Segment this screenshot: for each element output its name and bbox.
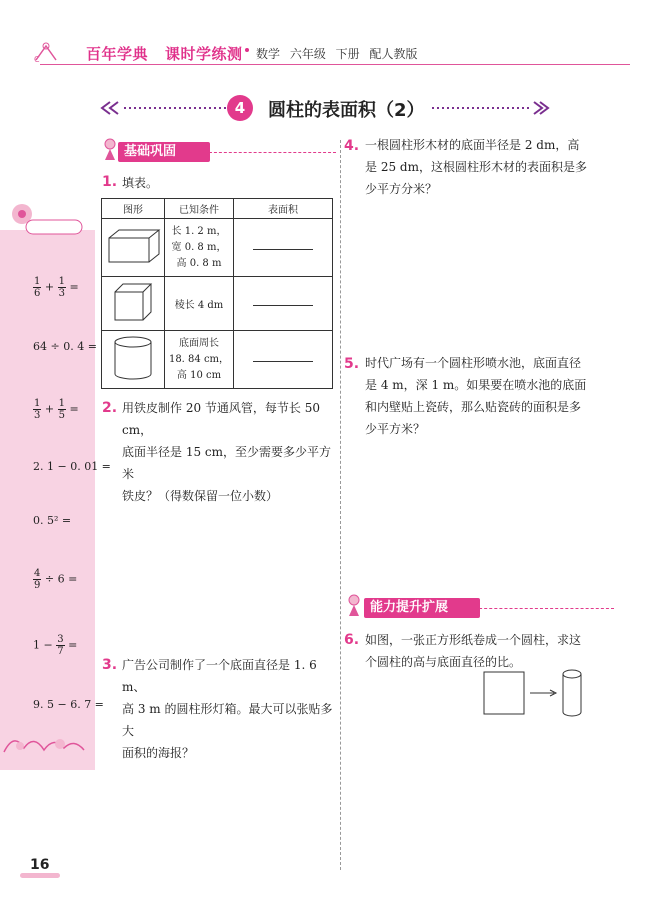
calc-item: 1 − $\frac{3}{7}$ =	[33, 634, 78, 657]
question-6-text: 如图，一张正方形纸卷成一个圆柱，求这 个圆柱的高与底面直径的比。	[365, 633, 582, 669]
cylinder-icon	[111, 334, 155, 382]
question-2-text: 用铁皮制作 20 节通风管，每节长 50 cm， 底面半径是 15 cm，至少需要多少平方米 铁皮？（得数保留一位小数）	[122, 401, 331, 503]
question-4-text: 一根圆柱形木材的底面半径是 2 dm，高 是 25 dm，这根圆柱形木材的表面积是多 少平方分米？	[365, 138, 587, 196]
cuboid-icon	[105, 226, 161, 266]
section-advanced: 能力提升扩展	[364, 598, 480, 618]
header-rule	[40, 64, 630, 65]
calc-item: 0. 5² =	[33, 514, 72, 527]
question-5-number: 5.	[344, 356, 360, 372]
table-header: 表面积	[234, 199, 333, 219]
section-advanced-rule	[474, 608, 614, 609]
sidebar-swirl-icon	[0, 728, 95, 758]
sidebar-flower-icon	[8, 200, 88, 240]
answer-blank[interactable]	[234, 219, 333, 277]
calc-item: $\frac{1}{6}$ + $\frac{1}{3}$ =	[34, 276, 79, 299]
section-basic: 基础巩固	[118, 142, 210, 162]
header-decoration-icon	[32, 40, 82, 64]
table-header: 图形	[102, 199, 165, 219]
cuboid-figure	[102, 219, 165, 277]
section-basic-rule	[204, 152, 336, 153]
page-title: 圆柱的表面积（2）	[268, 100, 425, 121]
svg-text:C: C	[34, 55, 40, 64]
square-to-cylinder-figure	[480, 666, 590, 722]
title-left-arrows-icon	[100, 100, 230, 116]
question-4-number: 4.	[344, 138, 360, 154]
question-1-text: 填表。	[122, 176, 159, 190]
question-2-number: 2.	[102, 400, 118, 416]
question-1-number: 1.	[102, 174, 118, 190]
fill-table	[101, 198, 333, 389]
page-number-bar	[20, 873, 60, 878]
question-6-number: 6.	[344, 632, 360, 648]
calc-item: 64 ÷ 0. 4 =	[33, 340, 97, 353]
table-row: 底面周长 18. 84 cm， 高 10 cm	[102, 331, 333, 389]
series-name: 课时学练测	[165, 45, 243, 63]
cube-icon	[111, 280, 155, 324]
table-row: 长 1. 2 m， 宽 0. 8 m， 高 0. 8 m	[102, 219, 333, 277]
question-3-text: 广告公司制作了一个底面直径是 1. 6 m、 高 3 m 的圆柱形灯箱。最大可以张贴多大 面积的海报？	[122, 658, 333, 760]
girl-mascot-icon	[102, 138, 118, 162]
question-5-text: 时代广场有一个圆柱形喷水池，底面直径 是 4 m，深 1 m。如果要在喷水池的底面 和内壁贴上瓷砖，那么贴瓷砖的面积是多 少平方米？	[365, 356, 587, 436]
table-row: 棱长 4 dm	[102, 277, 333, 331]
title-right-arrows-icon	[430, 100, 550, 116]
cube-figure	[102, 277, 165, 331]
question-3-number: 3.	[102, 657, 118, 673]
calc-item: $\frac{4}{9}$ ÷ 6 =	[34, 568, 78, 591]
header-meta: 数学 六年级 下册 配人教版	[256, 47, 418, 61]
lesson-number-badge: 4	[227, 95, 253, 121]
brand-name: 百年学典	[86, 45, 149, 63]
page-number: 16	[30, 857, 50, 873]
table-header: 已知条件	[165, 199, 234, 219]
girl-mascot-icon	[346, 594, 362, 618]
cylinder-figure	[102, 331, 165, 389]
answer-blank[interactable]	[234, 331, 333, 389]
header-separator	[245, 48, 249, 52]
calc-item: 2. 1 − 0. 01 =	[33, 460, 111, 473]
column-divider	[340, 140, 341, 870]
answer-blank[interactable]	[234, 277, 333, 331]
mental-math-sidebar	[0, 230, 95, 770]
calc-item: $\frac{1}{3}$ + $\frac{1}{5}$ =	[34, 398, 79, 421]
calc-item: 9. 5 − 6. 7 =	[33, 698, 104, 711]
